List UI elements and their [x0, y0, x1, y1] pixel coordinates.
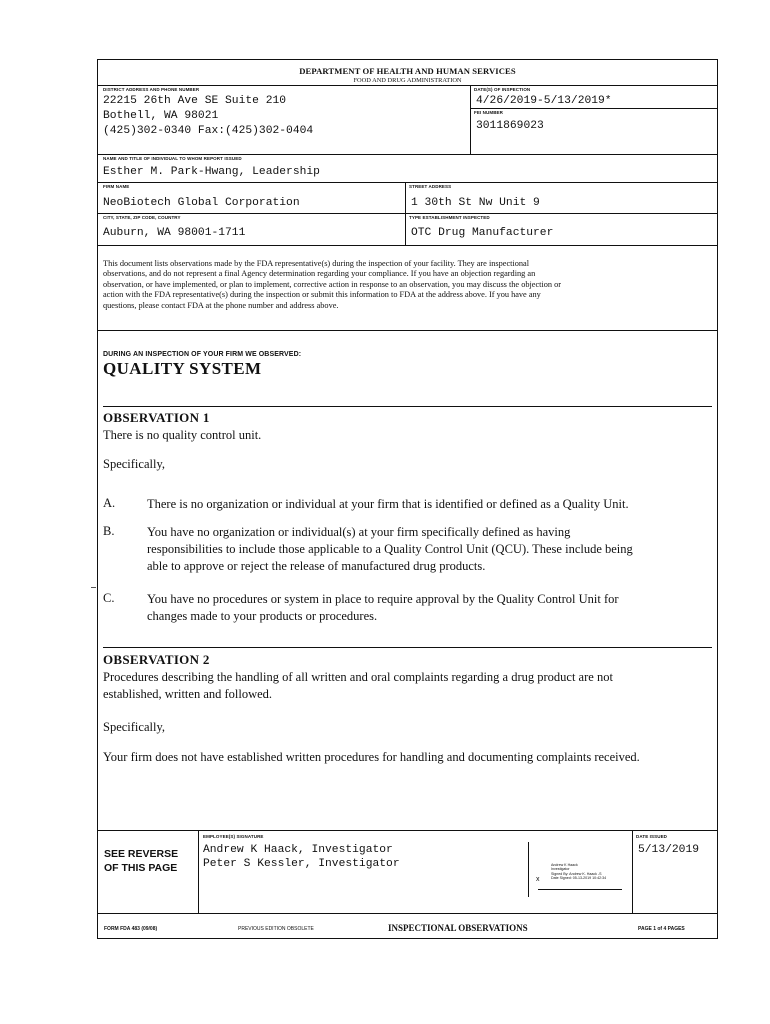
list-item-line: able to approve or reject the release of manufactured drug products.: [147, 559, 486, 573]
see-reverse-note: [104, 847, 178, 875]
observation-2-summary: [103, 669, 613, 703]
list-item-letter: A.: [103, 496, 116, 510]
list-item-text: There is no organization or individual at your firm that is identified or defined as a Quality Unit.: [147, 497, 629, 511]
observed-label: DURING AN INSPECTION OF YOUR FIRM WE OBSERVED:: [103, 351, 302, 358]
establishment-type: OTC Drug Manufacturer: [411, 227, 554, 239]
divider: [98, 830, 717, 831]
employee-signature-label: EMPLOYEE(S) SIGNATURE: [203, 834, 264, 839]
intro-line: This document lists observations made by the FDA representative(s) during the inspection of your facility. They are inspectional: [103, 259, 530, 268]
intro-line: questions, please contact FDA at the phone number and address above.: [103, 300, 339, 310]
establishment-type-label: TYPE ESTABLISHMENT INSPECTED: [409, 215, 490, 220]
list-item-text: [147, 524, 633, 575]
signature-x-mark: x: [536, 876, 540, 883]
observation-2-title: OBSERVATION 2: [103, 652, 210, 667]
stamp-line: Investigator: [551, 867, 570, 872]
section-title: QUALITY SYSTEM: [103, 359, 262, 378]
divider: [103, 647, 712, 648]
intro-line: observation, or have implemented, or plan to implement, corrective action in response to an observation, you may discuss the objection or: [103, 279, 562, 289]
firm-name-label: FIRM NAME: [103, 184, 130, 189]
employee-1: Andrew K Haack, Investigator: [203, 844, 393, 856]
intro-paragraph: [103, 259, 715, 311]
digital-signature-stamp: [551, 863, 606, 880]
stamp-line: Date Signed: 05-13-2019 10:42:34: [551, 875, 607, 880]
signature-box-edge: [528, 842, 529, 897]
fda-483-form: [97, 59, 718, 939]
list-item-letter: C.: [103, 591, 115, 605]
intro-line: action with the FDA representative(s) during the inspection or submit this information to FDA at the address above. If you have any: [103, 290, 541, 300]
fei-label: FEI NUMBER: [474, 110, 503, 115]
date-issued: 5/13/2019: [638, 844, 700, 856]
inspection-dates-label: DATE(S) OF INSPECTION: [474, 87, 531, 92]
page-indicator: PAGE 1 of 4 PAGES: [638, 926, 685, 932]
city-state-zip: Auburn, WA 98001-1711: [103, 227, 246, 239]
department-header: DEPARTMENT OF HEALTH AND HUMAN SERVICES: [299, 66, 516, 76]
fei-number: 3011869023: [476, 120, 544, 132]
list-item-line: changes made to your products or procedures.: [147, 609, 378, 623]
date-issued-label: DATE ISSUED: [636, 834, 668, 839]
observation-1-title: OBSERVATION 1: [103, 410, 210, 425]
form-title: INSPECTIONAL OBSERVATIONS: [388, 923, 528, 933]
inspection-dates: 4/26/2019-5/13/2019*: [476, 95, 612, 107]
stamp-line: Signed By: Andrew K. Haack -S: [551, 871, 602, 876]
list-item-line: You have no organization or individual(s) at your firm specifically defined as having: [147, 525, 571, 539]
see-reverse-line: OF THIS PAGE: [104, 862, 178, 874]
divider: [98, 245, 717, 246]
form-number: FORM FDA 483 (09/08): [104, 926, 158, 932]
divider: [470, 85, 471, 154]
list-item-letter: B.: [103, 524, 115, 538]
summary-line: established, written and followed.: [103, 687, 273, 701]
divider: [103, 406, 712, 407]
summary-line: Procedures describing the handling of all written and oral complaints regarding a drug product are not: [103, 670, 613, 684]
divider: [98, 85, 717, 86]
stamp-line: Andrew K Haack: [551, 863, 578, 867]
recipient-label: NAME AND TITLE OF INDIVIDUAL TO WHOM REPORT ISSUED: [103, 156, 242, 161]
divider: [98, 913, 717, 914]
see-reverse-line: SEE REVERSE: [104, 848, 179, 860]
intro-line: observations, and do not represent a final Agency determination regarding your compliance. If you have an objection regarding an: [103, 269, 536, 279]
observation-2-detail: Your firm does not have established written procedures for handling and documenting complaints received.: [103, 750, 640, 764]
divider: [98, 154, 717, 155]
observation-2-specifically: Specifically,: [103, 720, 166, 734]
divider: [470, 108, 717, 109]
agency-header: FOOD AND DRUG ADMINISTRATION: [353, 77, 462, 84]
city-label: CITY, STATE, ZIP CODE, COUNTRY: [103, 215, 181, 220]
previous-edition-note: PREVIOUS EDITION OBSOLETE: [238, 926, 314, 932]
employee-2: Peter S Kessler, Investigator: [203, 858, 400, 870]
signature-line: [538, 889, 622, 890]
divider: [632, 830, 633, 913]
list-item-line: responsibilities to include those applicable to a Quality Control Unit (QCU). These include being: [147, 542, 633, 556]
list-item-line: You have no procedures or system in place to require approval by the Quality Control Unit for: [147, 592, 619, 606]
divider: [98, 182, 717, 183]
divider: [98, 213, 717, 214]
observation-1-specifically: Specifically,: [103, 457, 166, 471]
district-address-line2: Bothell, WA 98021: [103, 110, 219, 122]
recipient-name: Esther M. Park-Hwang, Leadership: [103, 166, 320, 178]
district-address-line1: 22215 26th Ave SE Suite 210: [103, 95, 287, 107]
divider: [198, 830, 199, 913]
list-item-text: [147, 591, 619, 625]
street-address: 1 30th St Nw Unit 9: [411, 197, 540, 209]
margin-mark: [91, 587, 96, 588]
firm-name: NeoBiotech Global Corporation: [103, 197, 300, 209]
divider: [98, 330, 717, 331]
district-label: DISTRICT ADDRESS AND PHONE NUMBER: [103, 87, 200, 92]
street-label: STREET ADDRESS: [409, 184, 452, 189]
district-phone: (425)302-0340 Fax:(425)302-0404: [103, 125, 314, 137]
observation-1-summary: There is no quality control unit.: [103, 428, 262, 442]
